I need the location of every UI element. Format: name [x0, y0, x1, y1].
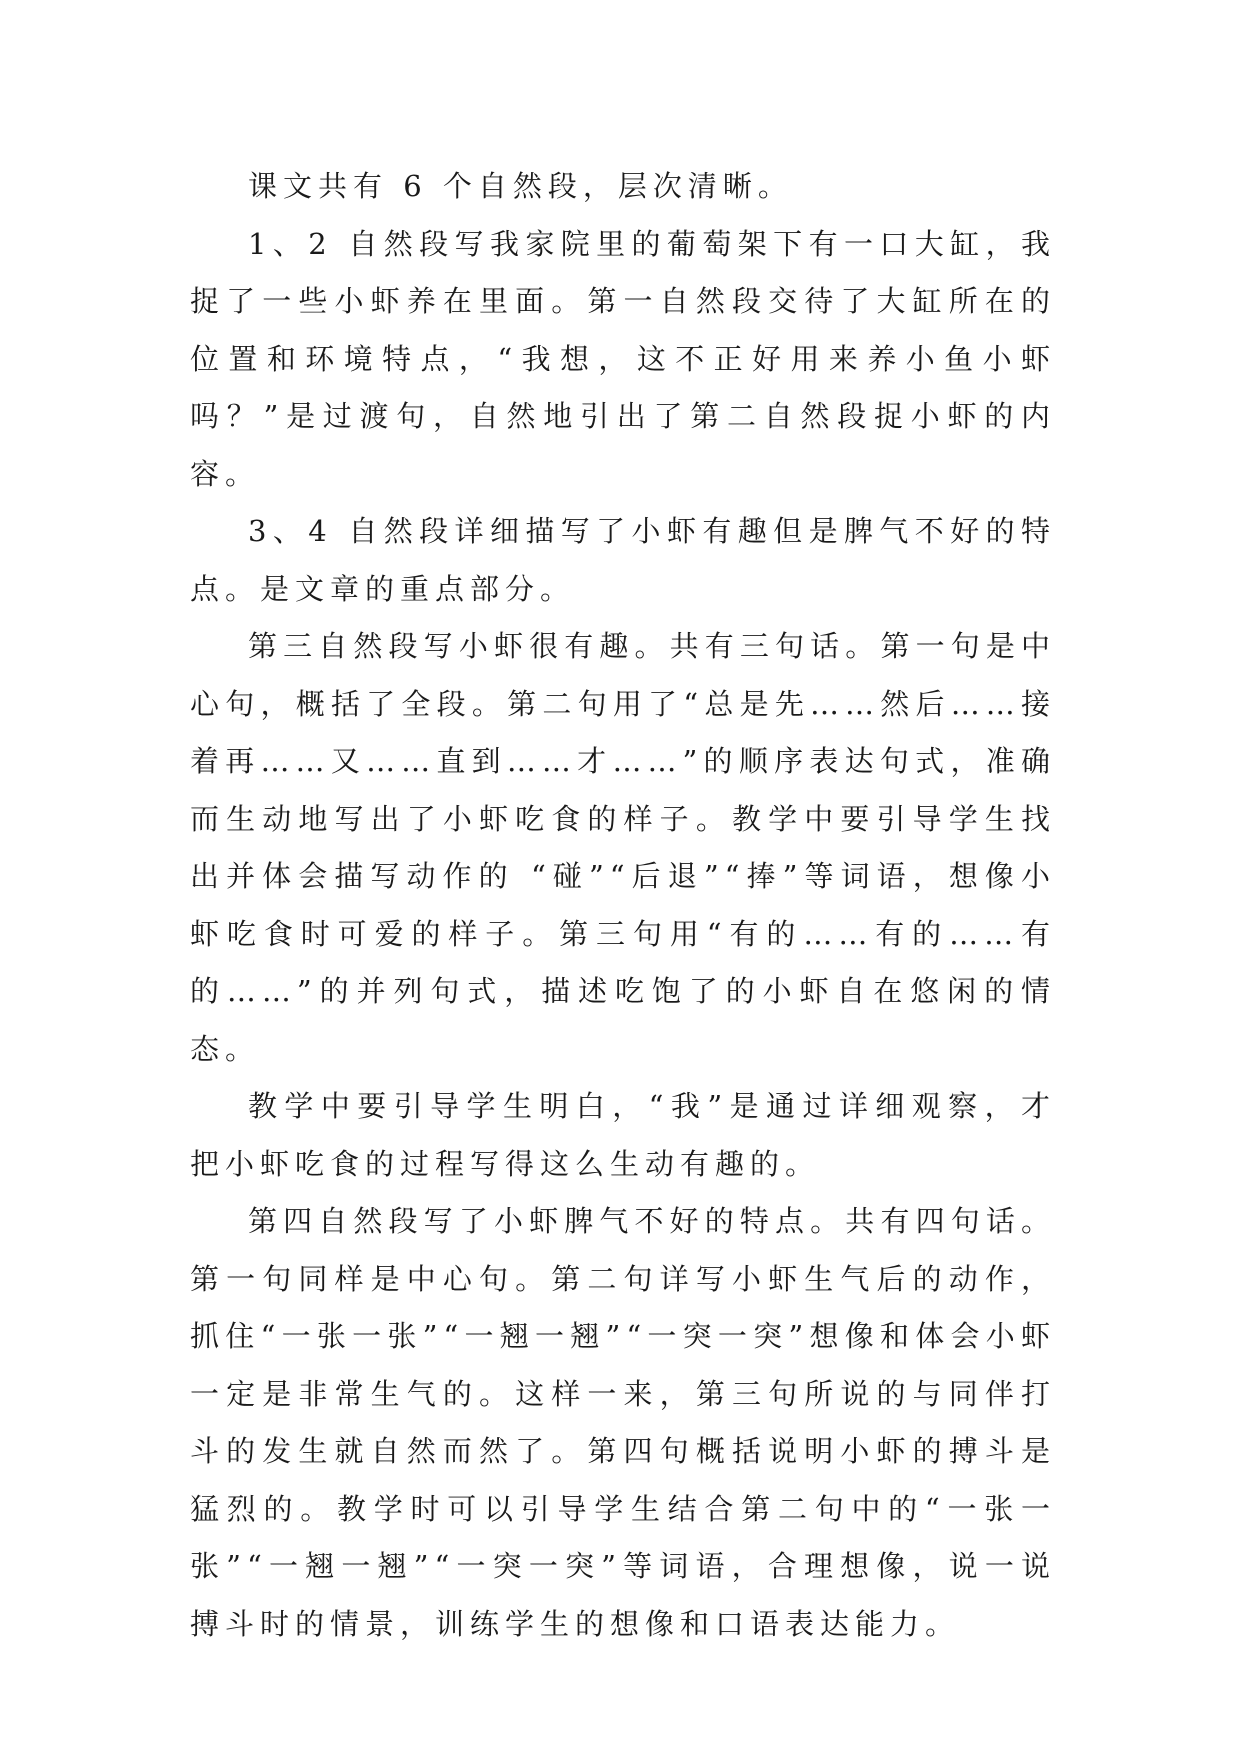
paragraph-fourth-section: 第四自然段写了小虾脾气不好的特点。共有四句话。第一句同样是中心句。第二句详写小虾生气后的动作，抓住“一张一张”“一翘一翘”“一突一突”想像和体会小虾一定是非常生气的。这样一来，第三句所说的与同伴打斗的发生就自然而然了。第四句概括说明小虾的搏斗是猛烈的。教学时可以引导学生结合第二句中的“一张一张”“一翘一翘”“一突一突”等词语，合理想像，说一说搏斗时的情景，训练学生的想像和口语表达能力。 — [190, 1204, 1056, 1641]
paragraph-teaching-note: 教学中要引导学生明白，“我”是通过详细观察，才把小虾吃食的过程写得这么生动有趣的。 — [190, 1089, 1056, 1181]
paragraph-sections-3-4: 3、4 自然段详细描写了小虾有趣但是脾气不好的特点。是文章的重点部分。 — [190, 514, 1056, 606]
paragraph-sections-1-2: 1、2 自然段写我家院里的葡萄架下有一口大缸，我捉了一些小虾养在里面。第一自然段交待了大缸所在的位置和环境特点，“我想，这不正好用来养小鱼小虾吗？”是过渡句，自然地引出了第二自然段捉小虾的内容。 — [190, 226, 1056, 491]
document-body — [190, 158, 1056, 1653]
paragraph-overview: 课文共有 6 个自然段，层次清晰。 — [248, 169, 793, 203]
paragraph-third-section: 第三自然段写小虾很有趣。共有三句话。第一句是中心句，概括了全段。第二句用了“总是先……然后……接着再……又……直到……才……”的顺序表达句式，准确而生动地写出了小虾吃食的样子。教学中要引导学生找出并体会描写动作的 “碰”“后退”“捧”等词语，想像小虾吃食时可爱的样子。第三句用“有的……有的……有的……”的并列句式，描述吃饱了的小虾自在悠闲的情态。 — [190, 629, 1056, 1066]
